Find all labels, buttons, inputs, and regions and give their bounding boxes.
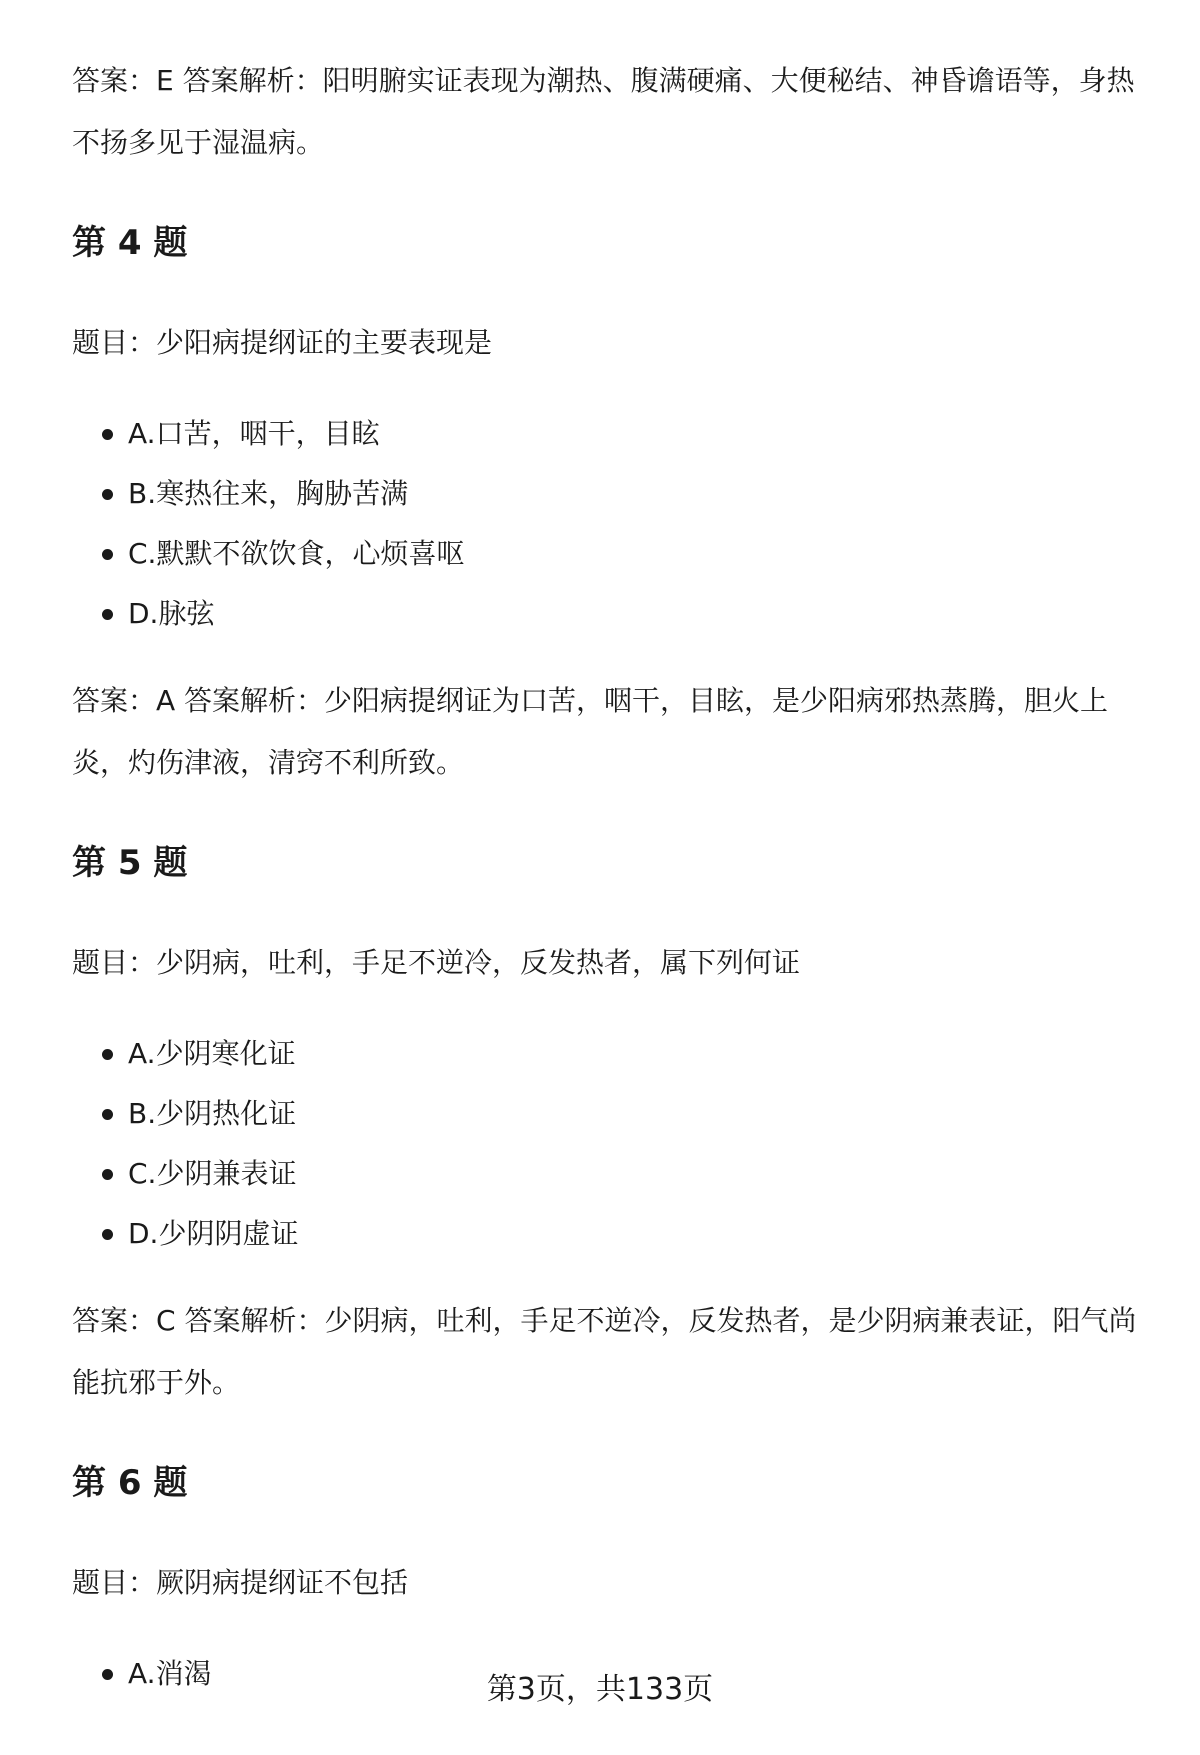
page-footer: 第3页，共133页 (486, 1672, 714, 1707)
option-item (72, 524, 1152, 584)
option-item (72, 464, 1152, 524)
question-heading-5: 第 5 题 (72, 843, 188, 883)
option-item (72, 1024, 1152, 1084)
question-text-6: 题目：厥阴病提纲证不包括 (72, 1566, 409, 1599)
option-label: B.少阴热化证 (128, 1097, 297, 1130)
option-label: A.少阴寒化证 (128, 1037, 296, 1070)
bullet-icon (102, 489, 113, 500)
option-item (72, 584, 1152, 644)
bullet-icon (102, 1169, 113, 1180)
option-label: D.脉弦 (128, 597, 215, 630)
options-list-5 (72, 1024, 1152, 1264)
bullet-icon (102, 609, 113, 620)
options-list-4 (72, 404, 1152, 644)
question-heading-6: 第 6 题 (72, 1463, 188, 1503)
answer-explanation-q4: 答案：A 答案解析：少阳病提纲证为口苦，咽干，目眩，是少阳病邪热蒸腾，胆火上炎，灼伤津液，清窍不利所致。 (72, 684, 1109, 779)
bullet-icon (102, 1049, 113, 1060)
option-item (72, 1204, 1152, 1264)
option-label: A.口苦，咽干，目眩 (128, 417, 380, 450)
bullet-icon (102, 429, 113, 440)
option-label: C.少阴兼表证 (128, 1157, 297, 1190)
option-label: A.消渴 (128, 1657, 212, 1690)
option-item (72, 404, 1152, 464)
bullet-icon (102, 549, 113, 560)
question-heading-4: 第 4 题 (72, 223, 188, 263)
question-text-5: 题目：少阴病，吐利，手足不逆冷，反发热者，属下列何证 (72, 946, 801, 979)
option-label: C.默默不欲饮食，心烦喜呕 (128, 537, 465, 570)
bullet-icon (102, 1229, 113, 1240)
option-item (72, 1084, 1152, 1144)
answer-explanation-q5: 答案：C 答案解析：少阴病，吐利，手足不逆冷，反发热者，是少阴病兼表证，阳气尚能抗邪于外。 (72, 1304, 1137, 1399)
question-text-4: 题目：少阳病提纲证的主要表现是 (72, 326, 493, 359)
option-label: B.寒热往来，胸胁苦满 (128, 477, 409, 510)
bullet-icon (102, 1109, 113, 1120)
document-page (72, 50, 1152, 1730)
answer-explanation-q3: 答案：E 答案解析：阳明腑实证表现为潮热、腹满硬痛、大便秘结、神昏谵语等，身热不扬多见于湿温病。 (72, 64, 1135, 159)
option-label: D.少阴阴虚证 (128, 1217, 299, 1250)
option-item (72, 1144, 1152, 1204)
